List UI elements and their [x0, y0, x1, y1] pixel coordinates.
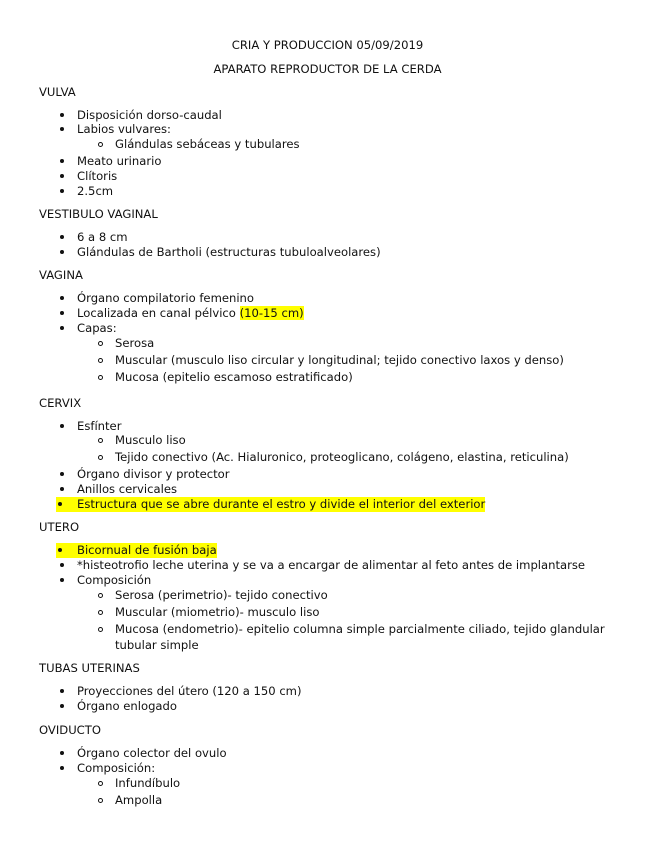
sub-list-item-continuation: tubular simple: [115, 638, 199, 652]
section-heading-vagina: VAGINA: [39, 268, 83, 282]
sub-list-item: Muscular (musculo liso circular y longitudinal; tejido conectivo laxos y denso): [97, 353, 564, 368]
list-item: Glándulas de Bartholi (estructuras tubuloalveolares): [58, 245, 381, 260]
sub-list-item: Glándulas sebáceas y tubulares: [97, 137, 300, 152]
sub-list-item: Muscular (miometrio)- musculo liso: [97, 605, 319, 620]
list-item: Esfínter: [58, 419, 121, 434]
document-subtitle: APARATO REPRODUCTOR DE LA CERDA: [213, 62, 442, 76]
highlighted-text: (10-15 cm): [239, 306, 304, 320]
section-heading-oviducto: OVIDUCTO: [39, 723, 101, 737]
list-item: [58, 306, 304, 321]
list-item: Proyecciones del útero (120 a 150 cm): [58, 684, 302, 699]
sub-list-item: Serosa: [97, 336, 154, 351]
list-item-text: Localizada en canal pélvico: [77, 306, 240, 320]
list-item: Órgano enlogado: [58, 699, 177, 714]
list-item: Órgano divisor y protector: [58, 467, 230, 482]
list-item: Meato urinario: [58, 154, 161, 169]
section-heading-vestibulo: VESTIBULO VAGINAL: [39, 207, 158, 221]
section-heading-cervix: CERVIX: [39, 396, 82, 410]
document-title: CRIA Y PRODUCCION 05/09/2019: [231, 38, 424, 52]
highlighted-list-item: Bicornual de fusión baja: [56, 543, 217, 558]
list-item: *histeotrofio leche uterina y se va a encargar de alimentar al feto antes de implantarse: [58, 558, 585, 573]
section-heading-tubas: TUBAS UTERINAS: [39, 661, 140, 675]
sub-list-item: Serosa (perimetrio)- tejido conectivo: [97, 588, 328, 603]
list-item: Capas:: [58, 321, 117, 336]
sub-list-item: Tejido conectivo (Ac. Hialuronico, proteoglicano, colágeno, elastina, reticulina): [97, 450, 569, 465]
list-item: Anillos cervicales: [58, 482, 177, 497]
list-item: Clítoris: [58, 169, 117, 184]
highlighted-list-item: Estructura que se abre durante el estro y divide el interior del exterior: [56, 497, 485, 512]
sub-list-item: Mucosa (epitelio escamoso estratificado): [97, 370, 353, 385]
list-item: Composición: [58, 573, 151, 588]
list-item: Composición:: [58, 761, 155, 776]
section-heading-utero: UTERO: [39, 520, 80, 534]
sub-list-item: Mucosa (endometrio)- epitelio columna simple parcialmente ciliado, tejido glandular: [97, 622, 605, 637]
list-item: Órgano colector del ovulo: [58, 746, 227, 761]
list-item: Disposición dorso-caudal: [58, 108, 222, 123]
sub-list-item: Infundíbulo: [97, 776, 180, 791]
sub-list-item: Musculo liso: [97, 433, 186, 448]
list-item: Órgano compilatorio femenino: [58, 291, 254, 306]
section-heading-vulva: VULVA: [39, 85, 76, 99]
list-item: Labios vulvares:: [58, 122, 171, 137]
list-item: 6 a 8 cm: [58, 230, 128, 245]
sub-list-item: Ampolla: [97, 793, 162, 808]
list-item: 2.5cm: [58, 184, 113, 199]
